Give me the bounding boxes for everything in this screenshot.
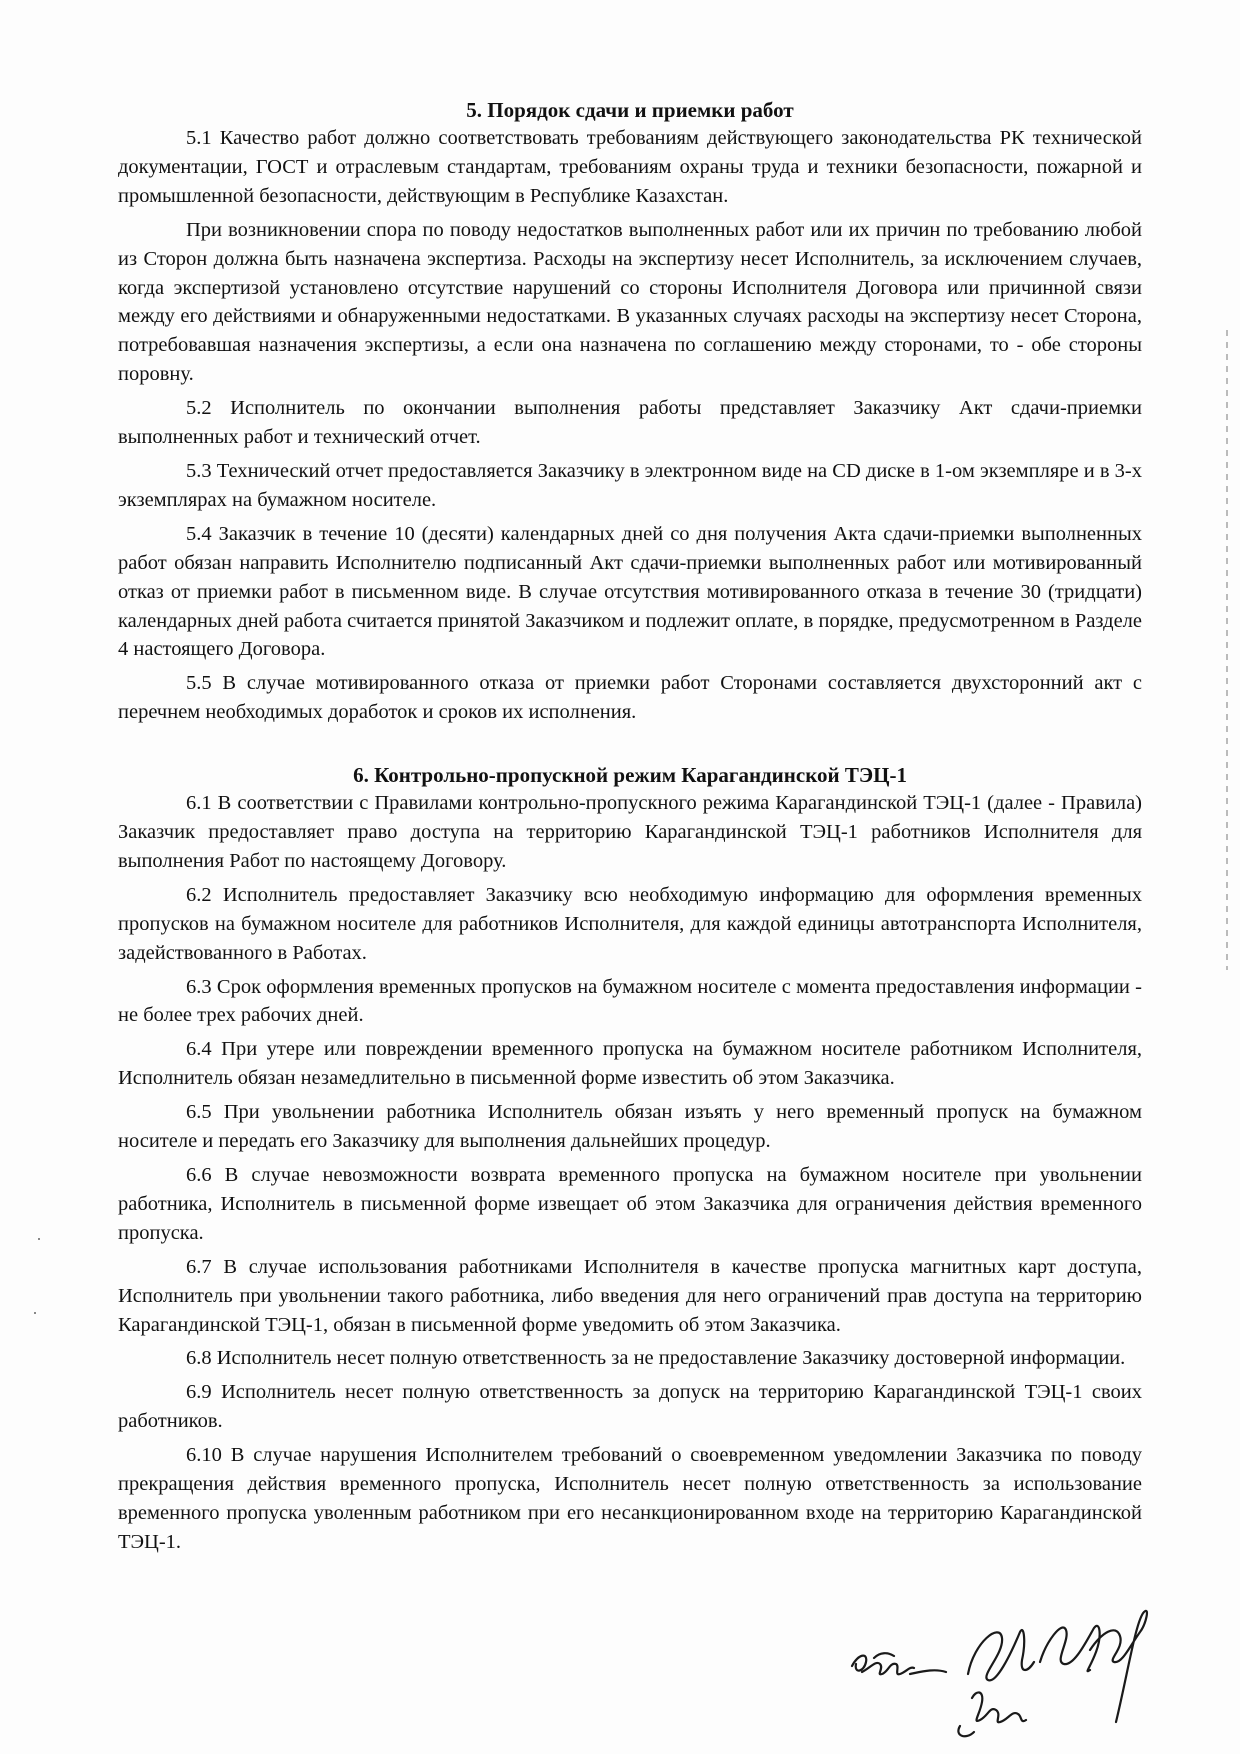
scan-margin-line: [1226, 330, 1228, 970]
paragraph-6-3: 6.3 Срок оформления временных пропусков на бумажном носителе с момента предоставления информации - не более трех рабочих дней.: [118, 975, 1142, 1027]
paragraph-5-4: 5.4 Заказчик в течение 10 (десяти) календарных дней со дня получения Акта сдачи-приемки выполненных работ обязан направить Исполнителю подписанный Акт сдачи-приемки выполненных работ или мотивированный отказ от приемки работ в письменном виде. В случае отсутствия мотивированного отказа в течение 30 (тридцати) календарных дней работа считается принятой Заказчиком и подлежит оплате, в порядке, предусмотренном в Разделе 4 настоящего Договора.: [118, 522, 1142, 661]
paragraph-5-1: 5.1 Качество работ должно соответствовать требованиям действующего законодательства РК технической документации, ГОСТ и отраслевым стандартам, требованиям охраны труда и техники безопасности, пожарной и промышленной безопасности, действующим в Республике Казахстан.: [118, 127, 1142, 207]
paragraph-6-7: 6.7 В случае использования работниками Исполнителя в качестве пропуска магнитных карт доступа, Исполнитель при увольнении такого работника, либо введения для него ограничений прав доступа на территорию Карагандинской ТЭЦ-1, обязан в письменной форме уведомить об этом Заказчика.: [118, 1255, 1142, 1336]
section-6-title: 6. Контрольно-пропускной режим Карагандинской ТЭЦ-1: [353, 763, 907, 788]
paragraph-5-1-dispute: При возникновении спора по поводу недостатков выполненных работ или их причин по требованию любой из Сторон должна быть назначена экспертиза. Расходы на экспертизу несет Исполнитель, за исключением случаев, когда экспертизой установлено отсутствие нарушений со стороны Исполнителя Договора или причинной связи между его действиями и обнаруженными недостатками. В указанных случаях расходы на экспертизу несет Сторона, потребовавшая назначения экспертизы, а если она назначена по соглашению между сторонами, то - обе стороны поровну.: [118, 218, 1142, 386]
paragraph-6-6: 6.6 В случае невозможности возврата временного пропуска на бумажном носителе при увольнении работника, Исполнитель в письменной форме извещает об этом Заказчика для ограничения действия временного пропуска.: [118, 1164, 1142, 1244]
document-body: [118, 96, 1142, 1557]
section-5-title: 5. Порядок сдачи и приемки работ: [466, 98, 794, 122]
paragraph-6-2: 6.2 Исполнитель предоставляет Заказчику всю необходимую информацию для оформления временных пропусков на бумажном носителе для работников Исполнителя, для каждой единицы автотранспорта Исполнителя, задействованного в Работах.: [118, 883, 1142, 964]
paragraph-5-3: 5.3 Технический отчет предоставляется Заказчику в электронном виде на CD диске в 1-ом экземпляре и в 3-х экземплярах на бумажном носителе.: [118, 459, 1142, 511]
scan-speck: [38, 1238, 40, 1240]
paragraph-6-8: 6.8 Исполнитель несет полную ответственность за не предоставление Заказчику достоверной информации.: [186, 1347, 1126, 1370]
paragraph-6-10: 6.10 В случае нарушения Исполнителем требований о своевременном уведомлении Заказчика по поводу прекращения действия временного пропуска, Исполнитель несет полную ответственность за использование временного пропуска уволенным работником при его несанкционированном входе на территорию Карагандинской ТЭЦ-1.: [118, 1444, 1142, 1553]
scan-speck: [34, 1312, 36, 1314]
paragraph-6-1: 6.1 В соответствии с Правилами контрольно-пропускного режима Карагандинской ТЭЦ-1 (далее - Правила) Заказчик предоставляет право доступа на территорию Карагандинской ТЭЦ-1 работников Исполнителя для выполнения Работ по настоящему Договору.: [118, 792, 1142, 872]
paragraph-6-9: 6.9 Исполнитель несет полную ответственность за допуск на территорию Карагандинской ТЭЦ-1 своих работников.: [118, 1381, 1142, 1433]
handwritten-signatures: [850, 1602, 1190, 1742]
paragraph-6-4: 6.4 При утере или повреждении временного пропуска на бумажном носителе работником Исполнителя, Исполнитель обязан незамедлительно в письменной форме известить об этом Заказчика.: [118, 1038, 1142, 1090]
paragraph-6-5: 6.5 При увольнении работника Исполнитель обязан изъять у него временный пропуск на бумажном носителе и передать его Заказчику для выполнения дальнейших процедур.: [118, 1101, 1142, 1153]
paragraph-5-2: 5.2 Исполнитель по окончании выполнения работы представляет Заказчику Акт сдачи-приемки выполненных работ и технический отчет.: [118, 397, 1142, 449]
paragraph-5-5: 5.5 В случае мотивированного отказа от приемки работ Сторонами составляется двухсторонний акт с перечнем необходимых доработок и сроков их исполнения.: [118, 672, 1142, 724]
